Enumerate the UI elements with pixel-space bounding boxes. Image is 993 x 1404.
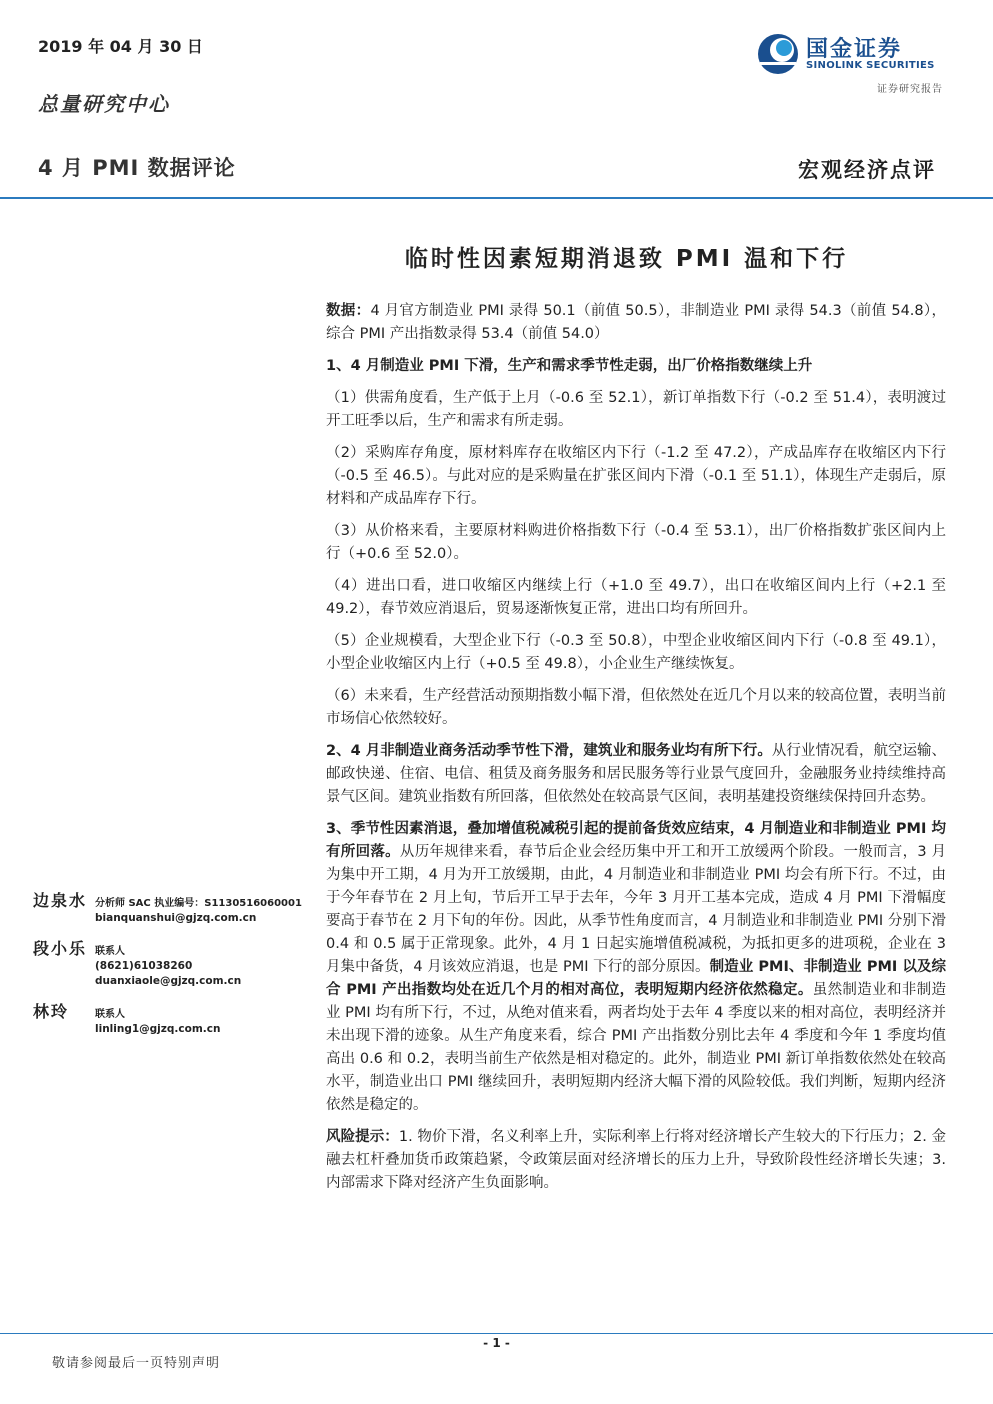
data-paragraph bbox=[326, 300, 946, 346]
author-entry bbox=[33, 999, 313, 1037]
data-label: 数据： bbox=[326, 303, 371, 319]
author-name: 边泉水 bbox=[33, 891, 88, 910]
author-entry bbox=[33, 888, 313, 926]
report-body bbox=[326, 300, 946, 1204]
page-number: - 1 - bbox=[483, 1336, 510, 1350]
main-title: 临时性因素短期消退致 PMI 温和下行 bbox=[404, 246, 849, 272]
logo-mark-icon bbox=[756, 32, 800, 76]
author-email: duanxiaole@gjzq.com.cn bbox=[95, 975, 242, 987]
section-3-heading: 3、季节性因素消退，叠加增值税减税引起的提前备货效应结束，4 月制造业和非制造业 PMI 均有所回落。 bbox=[326, 821, 946, 860]
section-1-heading: 1、4 月制造业 PMI 下滑，生产和需求季节性走弱，出厂价格指数继续上升 bbox=[326, 358, 813, 374]
section-1-point-6: （6）未来看，生产经营活动预期指数小幅下滑，但依然处在近几个月以来的较高位置，表明当前市场信心依然较好。 bbox=[326, 688, 946, 727]
data-text: 4 月官方制造业 PMI 录得 50.1（前值 50.5），非制造业 PMI 录得 54.3（前值 54.8），综合 PMI 产出指数录得 53.4（前值 54.0） bbox=[326, 303, 946, 342]
risk-paragraph bbox=[326, 1126, 946, 1195]
author-name: 段小乐 bbox=[33, 939, 88, 958]
author-entry bbox=[33, 936, 313, 989]
author-list bbox=[33, 888, 313, 1047]
author-name: 林玲 bbox=[33, 1002, 70, 1021]
author-role: 分析师 SAC 执业编号：S1130516060001 bbox=[95, 898, 302, 909]
section-2-paragraph bbox=[326, 740, 946, 809]
section-1-point-1: （1）供需角度看，生产低于上月（-0.6 至 52.1），新订单指数下行（-0.2 至 51.4），表明渡过开工旺季以后，生产和需求有所走弱。 bbox=[326, 390, 946, 429]
risk-text: 1. 物价下滑，名义利率上升，实际利率上行将对经济增长产生较大的下行压力；2. 金融去杠杆叠加货币政策趋紧，令政策层面对经济增长的压力上升，导致阶段性经济增长失速；3. 内部需求下降对经济产生负面影响。 bbox=[326, 1129, 946, 1191]
research-center: 总量研究中心 bbox=[38, 92, 170, 116]
section-1-point-4: （4）进出口看，进口收缩区内继续上行（+1.0 至 49.7），出口在收缩区间内上行（+2.1 至 49.2），春节效应消退后，贸易逐渐恢复正常，进出口均有所回升。 bbox=[326, 578, 946, 617]
author-email: bianquanshui@gjzq.com.cn bbox=[95, 912, 257, 924]
author-email: linling1@gjzq.com.cn bbox=[95, 1023, 221, 1035]
report-date: 2019 年 04 月 30 日 bbox=[38, 37, 203, 56]
company-logo bbox=[756, 30, 946, 78]
author-phone: (8621)61038260 bbox=[95, 960, 193, 972]
section-3-paragraph bbox=[326, 818, 946, 1117]
header-divider bbox=[0, 197, 993, 199]
logo-chinese-name: 国金证券 bbox=[806, 37, 903, 62]
section-3-text-2: 虽然制造业和非制造业 PMI 均有所下行，不过，从绝对值来看，两者均处于去年 4 季度以来的相对高位，表明经济并未出现下滑的迹象。从生产角度来看，综合 PMI 产出指数分别比去年 4 季度和今年 1 季度均值高出 0.6 和 0.2，表明当前生产依然是相对稳定的。此外，制造业 PMI 新订单指数依然处在较高水平，制造业出口 PMI 继续回升，表明短期内经济大幅下滑的风险较低。我们判断，短期内经济依然是稳定的。 bbox=[326, 982, 947, 1113]
report-type: 宏观经济点评 bbox=[798, 158, 936, 182]
section-3-text-1: 从历年规律来看，春节后企业会经历集中开工和开工放缓两个阶段。一般而言，3 月为集中开工期，4 月为开工放缓期，由此，4 月制造业和非制造业 PMI 均会有所下行。不过，由于今年春节在 2 月上旬，节后开工早于去年，今年 3 月开工基本完成，造成 4 月 PMI 下滑幅度要高于春节在 2 月下旬的年份。因此，从季节性角度而言，4 月制造业和非制造业 PMI 分别下滑 0.4 和 0.5 属于正常现象。此外，4 月 1 日起实施增值税减税，为抵扣更多的进项税，企业在 3 月集中备货，4 月该效应消退，也是 PMI 下行的部分原因。 bbox=[326, 844, 946, 975]
logo-english-name: SINOLINK SECURITIES bbox=[806, 60, 935, 71]
footer-divider bbox=[0, 1333, 993, 1334]
risk-label: 风险提示： bbox=[326, 1129, 399, 1145]
section-1-point-3: （3）从价格来看，主要原材料购进价格指数下行（-0.4 至 53.1），出厂价格指数扩张区间内上行（+0.6 至 52.0）。 bbox=[326, 523, 946, 562]
logo-subtitle: 证券研究报告 bbox=[877, 84, 943, 95]
report-subtitle: 4 月 PMI 数据评论 bbox=[38, 156, 236, 180]
footer-disclaimer: 敬请参阅最后一页特别声明 bbox=[52, 1356, 221, 1371]
section-2-text: 从行业情况看，航空运输、邮政快递、住宿、电信、租赁及商务服务和居民服务等行业景气度回升，金融服务业持续维持高景气区间。建筑业指数有所回落，但依然处在较高景气区间，表明基建投资继续保持回升态势。 bbox=[326, 743, 946, 805]
author-role: 联系人 bbox=[95, 1009, 125, 1020]
author-role: 联系人 bbox=[95, 946, 125, 957]
section-2-heading: 2、4 月非制造业商务活动季节性下滑，建筑业和服务业均有所下行。 bbox=[326, 743, 772, 759]
section-1-point-5: （5）企业规模看，大型企业下行（-0.3 至 50.8），中型企业收缩区间内下行（-0.8 至 49.1），小型企业收缩区内上行（+0.5 至 49.8），小企业生产继续恢复。 bbox=[326, 633, 946, 672]
section-1-point-2: （2）采购库存角度，原材料库存在收缩区内下行（-1.2 至 47.2），产成品库存在收缩区内下行（-0.5 至 46.5）。与此对应的是采购量在扩张区间内下滑（-0.1 至 51.1），体现生产走弱后，原材料和产成品库存下行。 bbox=[326, 445, 946, 507]
section-3-highlight: 制造业 PMI、非制造业 PMI 以及综合 PMI 产出指数均处在近几个月的相对高位，表明短期内经济依然稳定。 bbox=[326, 959, 946, 998]
